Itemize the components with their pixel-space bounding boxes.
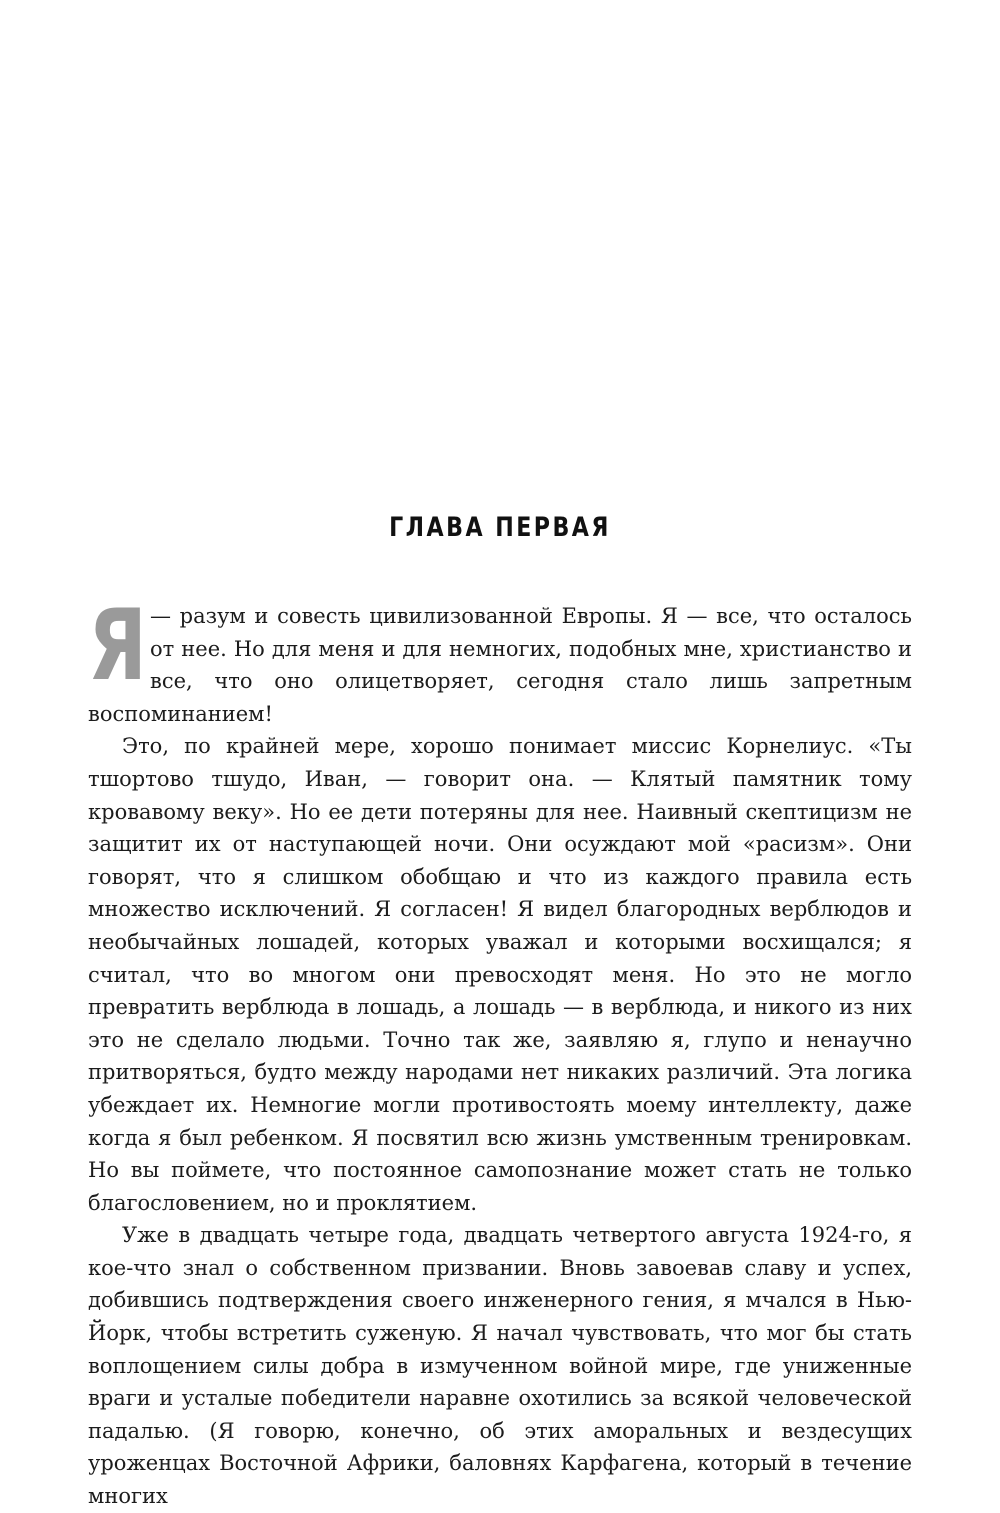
drop-cap: Я — [88, 589, 147, 703]
paragraph-3: Уже в двадцать четыре года, двадцать четвертого августа 1924-го, я кое-что знал о собственном призвании. Вновь завоевав славу и успех, добившись подтверждения своего инженерного гения, я мчался в Нью-Йорк, чтобы встретить суженую. Я начал чувствовать, что мог бы стать воплощением силы добра в измученном войной мире, где униженные враги и усталые победители наравне охотились за всякой человеческой падалью. (Я говорю, конечно, об этих аморальных и вездесущих уроженцах Восточной Африки, баловнях Карфагена, который в течение многих — [88, 1223, 912, 1509]
paragraph-1 — [88, 589, 912, 730]
paragraph-2: Это, по крайней мере, хорошо понимает миссис Корнелиус. «Ты тшортово тшудо, Иван, — говорит она. — Клятый памятник тому кровавому веку». Но ее дети потеряны для нее. Наивный скептицизм не защитит их от наступающей ночи. Они осуждают мой «расизм». Они говорят, что я слишком обобщаю и что из каждого правила есть множество исключений. Я согласен! Я видел благородных верблюдов и необычайных лошадей, которых уважал и которыми восхищался; я считал, что во многом они превосходят меня. Но это не могло превратить верблюда в лошадь, а лошадь — в верблюда, и никого из них это не сделало людьми. Точно так же, заявляю я, глупо и ненаучно притворяться, будто между народами нет никаких различий. Эта логика убеждает их. Немногие могли противостоять моему интеллекту, даже когда я был ребенком. Я посвятил всю жизнь умственным тренировкам. Но вы поймете, что постоянное самопознание может стать не только благословением, но и проклятием. — [88, 734, 912, 1215]
chapter-title: ГЛАВА ПЕРВАЯ — [389, 512, 611, 543]
paragraph-1-text: — разум и совесть цивилизованной Европы. Я — все, что осталось от нее. Но для меня и для немногих, подобных мне, христианство и все, что оно олицетворяет, сегодня стало лишь запретным воспоминанием! — [88, 604, 912, 726]
chapter-body — [88, 589, 912, 1513]
